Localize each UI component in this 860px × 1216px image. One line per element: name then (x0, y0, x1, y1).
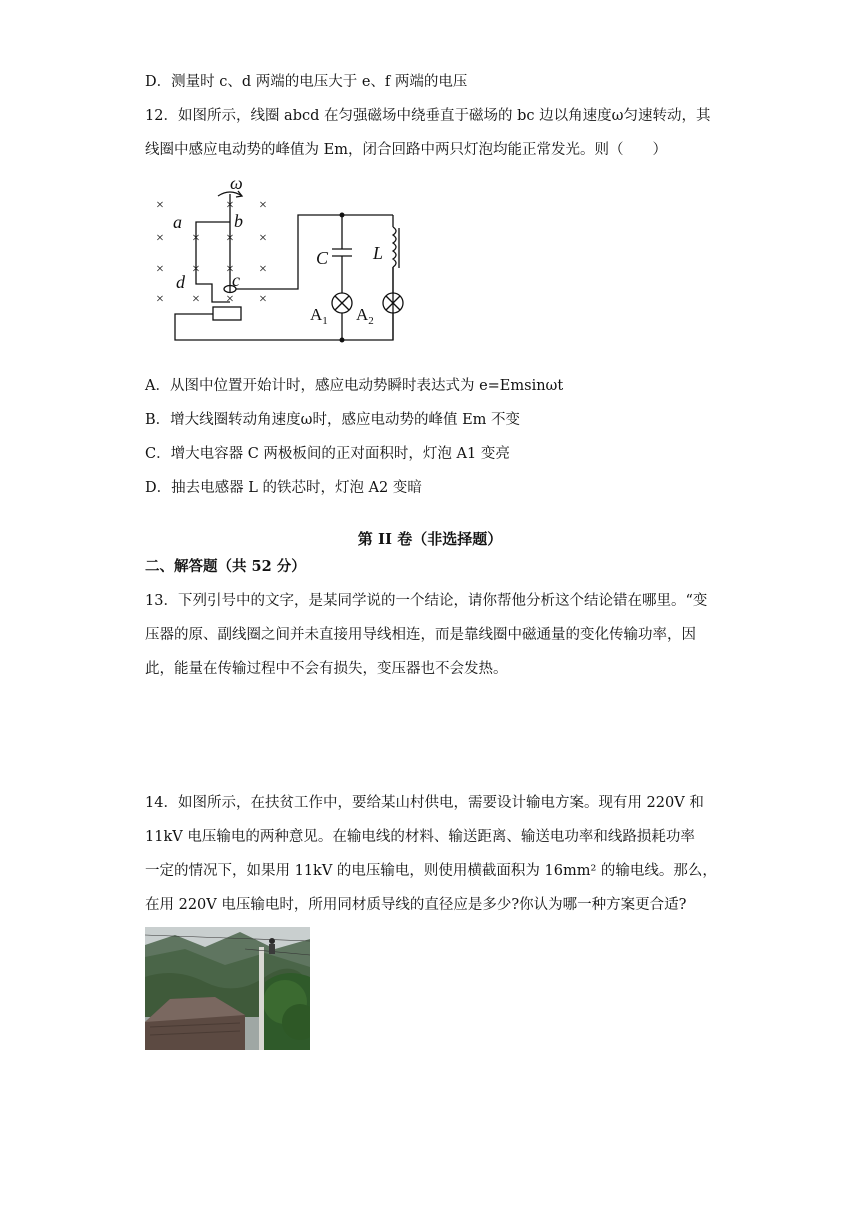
q13-line2: 压器的原、副线圈之间并未直接用导线相连，而是靠线圈中磁通量的变化传输功率，因 (145, 627, 696, 643)
field-cross: × (226, 231, 234, 246)
q14-line3: 一定的情况下，如果用 11kV 的电压输电，则使用横截面积为 16mm² 的输电线。那么， (145, 863, 717, 879)
power-line-photo (145, 927, 310, 1050)
label-c: c (232, 270, 240, 290)
label-d: d (176, 272, 185, 292)
label-lamp-a1: $A_1$ (310, 305, 328, 327)
field-cross: × (156, 262, 164, 277)
omega-label: ω (230, 173, 243, 193)
q14-line2: 11kV 电压输电的两种意见。在输电线的材料、输送距离、输送电功率和线路损耗功率 (145, 829, 695, 845)
field-cross: × (259, 198, 267, 213)
q12-option-b: B．增大线圈转动角速度ω时，感应电动势的峰值 Em 不变 (145, 412, 521, 428)
q12-option-d: D．抽去电感器 L 的铁芯时，灯泡 A2 变暗 (145, 480, 422, 496)
q12-option-a: A．从图中位置开始计时，感应电动势瞬时表达式为 e=Emsinωt (145, 378, 564, 394)
label-b: b (234, 211, 243, 231)
field-cross: × (259, 292, 267, 307)
field-cross: × (192, 292, 200, 307)
part-title: 第 II 卷（非选择题） (357, 530, 503, 548)
label-a: a (173, 212, 182, 232)
field-cross: × (156, 198, 164, 213)
label-capacitor: C (316, 248, 329, 268)
q11-option-d: D．测量时 c、d 两端的电压大于 e、f 两端的电压 (145, 74, 468, 90)
field-cross: × (192, 231, 200, 246)
q14-line1: 14．如图所示，在扶贫工作中，要给某山村供电，需要设计输电方案。现有用 220V 和 (145, 795, 704, 811)
label-lamp-a2: $A_2$ (356, 305, 374, 327)
q14-line4: 在用 220V 电压输电时，所用同材质导线的直径应是多少?你认为哪一种方案更合适? (145, 897, 687, 913)
field-cross: × (192, 262, 200, 277)
field-cross: × (259, 262, 267, 277)
field-cross: × (226, 292, 234, 307)
field-cross: × (226, 262, 234, 277)
field-cross: × (156, 231, 164, 246)
field-cross: × (226, 198, 234, 213)
q13-line1: 13．下列引号中的文字，是某同学说的一个结论，请你帮他分析这个结论错在哪里。“变 (145, 593, 708, 609)
field-cross: × (156, 292, 164, 307)
q12-circuit-figure (150, 172, 410, 347)
label-inductor: L (373, 243, 384, 263)
q13-line3: 此，能量在传输过程中不会有损失，变压器也不会发热。 (145, 661, 508, 677)
field-cross: × (259, 231, 267, 246)
section-heading: 二、解答题（共 52 分） (145, 558, 306, 575)
q12-option-c: C．增大电容器 C 两极板间的正对面积时，灯泡 A1 变亮 (145, 446, 510, 462)
q12-stem-line2: 线圈中感应电动势的峰值为 Em，闭合回路中两只灯泡均能正常发光。则（ ） (145, 142, 667, 158)
q12-stem-line1: 12．如图所示，线圈 abcd 在匀强磁场中绕垂直于磁场的 bc 边以角速度ω匀速转动，其 (145, 108, 711, 124)
